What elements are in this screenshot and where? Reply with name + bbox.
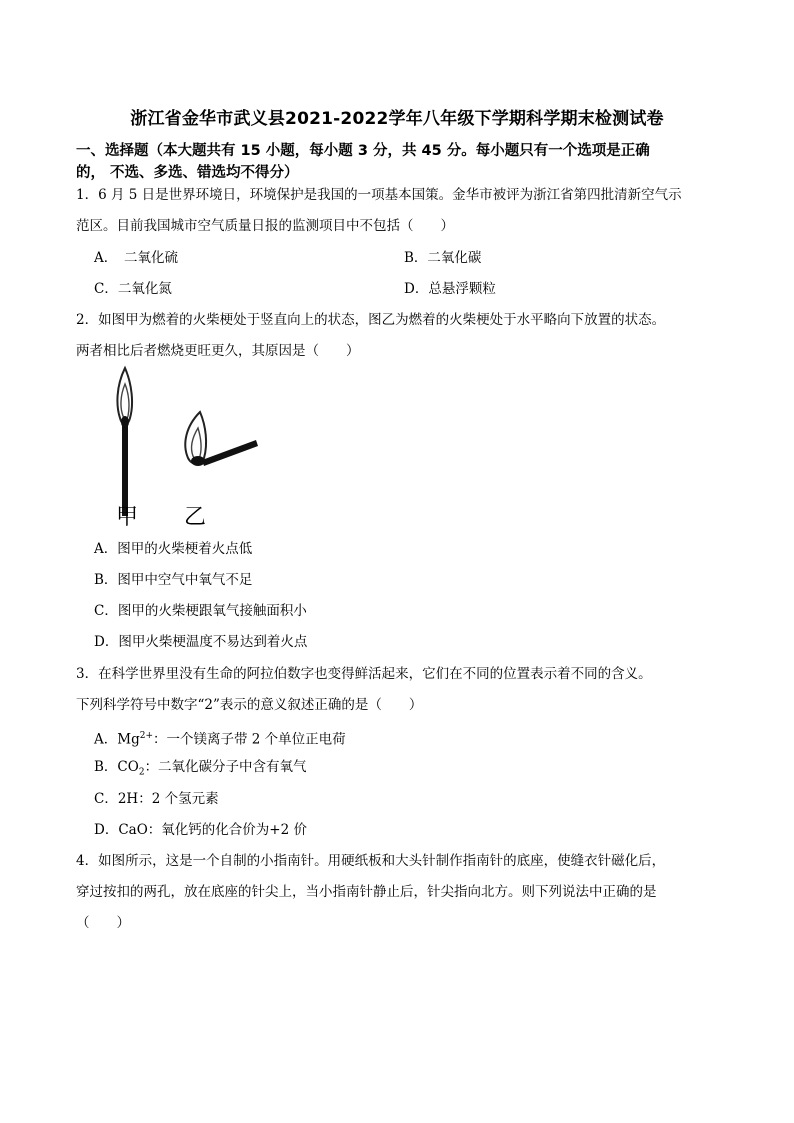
q3-option-a-sup: 2+ (139, 731, 153, 741)
q3-option-c: C．2H：2 个氢元素 (94, 791, 219, 807)
section-heading (76, 140, 724, 184)
match-figure (104, 360, 274, 530)
q2-option-d: D．图甲火柴梗温度不易达到着火点 (94, 634, 308, 650)
vertical-match-icon (117, 368, 132, 516)
q2-option-a: A．图甲的火柴梗着火点低 (94, 541, 253, 557)
q3-option-d: D．CaO：氧化钙的化合价为+2 价 (94, 822, 307, 838)
figure-label-yi: 乙 (184, 505, 207, 530)
figure-label-jia: 甲 (116, 505, 139, 530)
q2-option-c: C．图甲的火柴梗跟氧气接触面积小 (94, 603, 307, 619)
q2-stem-line-2: 两者相比后者燃烧更旺更久，其原因是（ ） (76, 343, 360, 359)
q1-stem-line-1: 1．6 月 5 日是世界环境日，环境保护是我国的一项基本国策。金华市被评为浙江省第四批清新空气示 (76, 187, 682, 203)
q3-option-b-sub: 2 (138, 767, 145, 778)
q3-option-b (94, 758, 307, 782)
q3-stem-line-1: 3．在科学世界里没有生命的阿拉伯数字也变得鲜活起来，它们在不同的位置表示着不同的含义。 (76, 666, 652, 682)
page-title: 浙江省金华市武义县2021-2022学年八年级下学期科学期末检测试卷 (130, 109, 664, 129)
q4-stem-line-1: 4．如图所示，这是一个自制的小指南针。用硬纸板和大头针制作指南针的底座，使缝衣针磁化后， (76, 853, 666, 869)
q2-option-b: B．图甲中空气中氧气不足 (94, 572, 253, 588)
match-illustration (104, 360, 274, 530)
q1-option-d: D．总悬浮颗粒 (404, 281, 496, 297)
q4-stem-line-2: 穿过按扣的两孔，放在底座的针尖上，当小指南针静止后，针尖指向北方。则下列说法中正确的是 (76, 884, 657, 900)
q1-option-a: A． 二氧化硫 (94, 250, 178, 266)
section-heading-line-1: 一、选择题（本大题共有 15 小题，每小题 3 分，共 45 分。每小题只有一个选项是正确 (76, 143, 650, 159)
q2-stem-line-1: 2．如图甲为燃着的火柴梗处于竖直向上的状态，图乙为燃着的火柴梗处于水平略向下放置的状态。 (76, 312, 666, 328)
section-heading-line-2: 的， 不选、多选、错选均不得分） (76, 165, 299, 181)
q3-option-a-pre: A．Mg (94, 731, 140, 748)
q1-stem-line-2: 范区。目前我国城市空气质量日报的监测项目中不包括（ ） (76, 218, 454, 234)
q1-option-b: B．二氧化碳 (404, 250, 482, 266)
q4-stem-line-3: （ ） (76, 915, 130, 931)
q3-option-a (94, 727, 346, 749)
q3-option-b-pre: B．CO (94, 759, 139, 775)
q3-option-b-post: ：二氧化碳分子中含有氧气 (144, 759, 307, 775)
q3-stem-line-2: 下列科学符号中数字“2”表示的意义叙述正确的是（ ） (76, 697, 423, 713)
horizontal-match-icon (185, 412, 258, 466)
q1-option-c: C．二氧化氮 (94, 281, 172, 297)
q3-option-a-post: ：一个镁离子带 2 个单位正电荷 (153, 731, 346, 748)
